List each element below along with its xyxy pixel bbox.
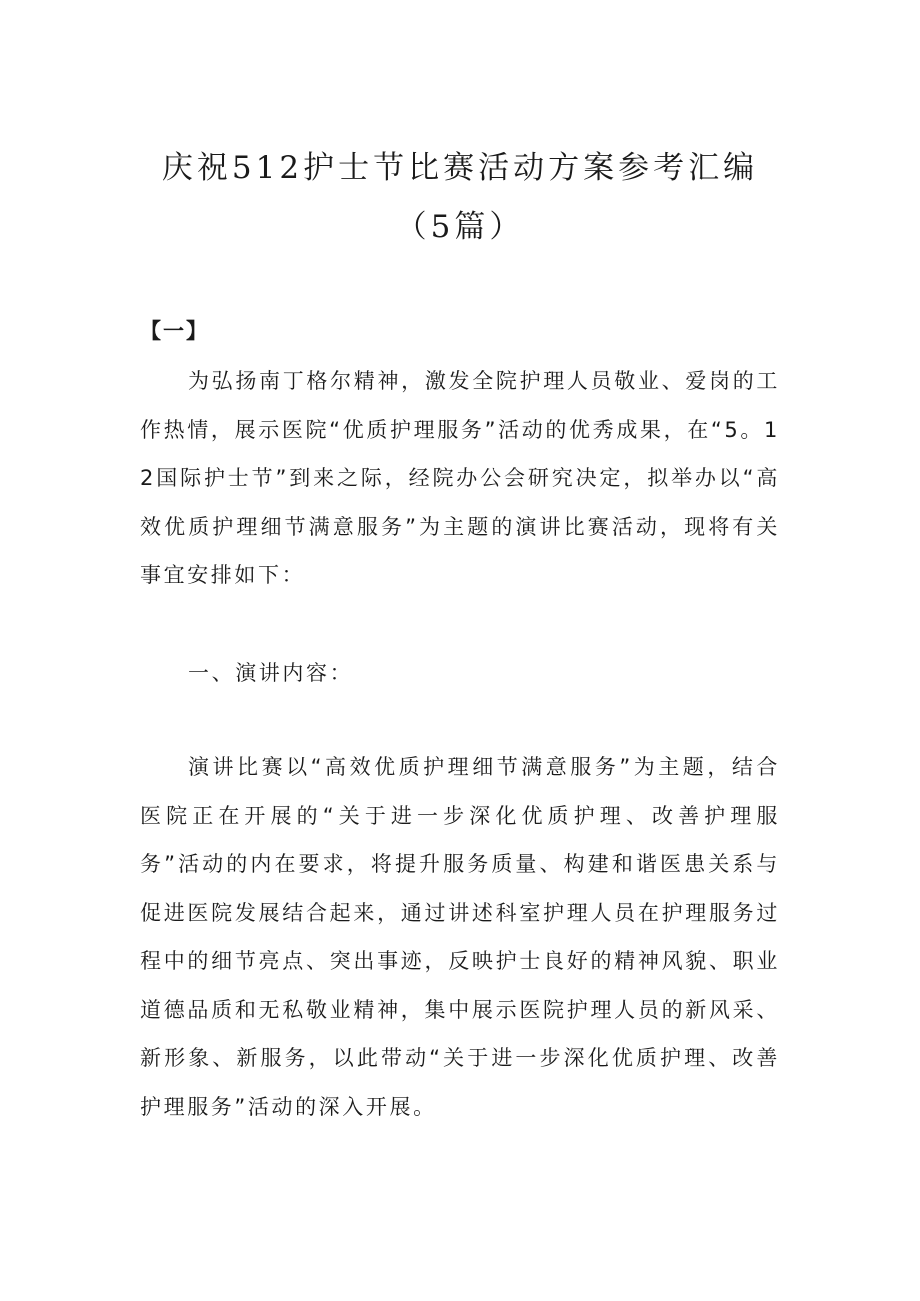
document-title-count: （5篇）: [395, 209, 525, 245]
intro-paragraph: 为弘扬南丁格尔精神，激发全院护理人员敬业、爱岗的工作热情，展示医院“优质护理服务”活动的优秀成果，在“5。12国际护士节”到来之际，经院办公会研究决定，拟举办以“高效优质护理细节满意服务”为主题的演讲比赛活动，现将有关事宜安排如下：: [140, 369, 780, 587]
section-heading: 一、演讲内容：: [188, 661, 354, 685]
section-marker: 【一】: [140, 319, 209, 343]
document-title: 庆祝512护士节比赛活动方案参考汇编: [161, 150, 759, 186]
body-paragraph: 演讲比赛以“高效优质护理细节满意服务”为主题，结合医院正在开展的“关于进一步深化优质护理、改善护理服务”活动的内在要求，将提升服务质量、构建和谐医患关系与促进医院发展结合起来，通过讲述科室护理人员在护理服务过程中的细节亮点、突出事迹，反映护士良好的精神风貌、职业道德品质和无私敬业精神，集中展示医院护理人员的新风采、新形象、新服务，以此带动“关于进一步深化优质护理、改善护理服务”活动的深入开展。: [140, 755, 780, 1119]
